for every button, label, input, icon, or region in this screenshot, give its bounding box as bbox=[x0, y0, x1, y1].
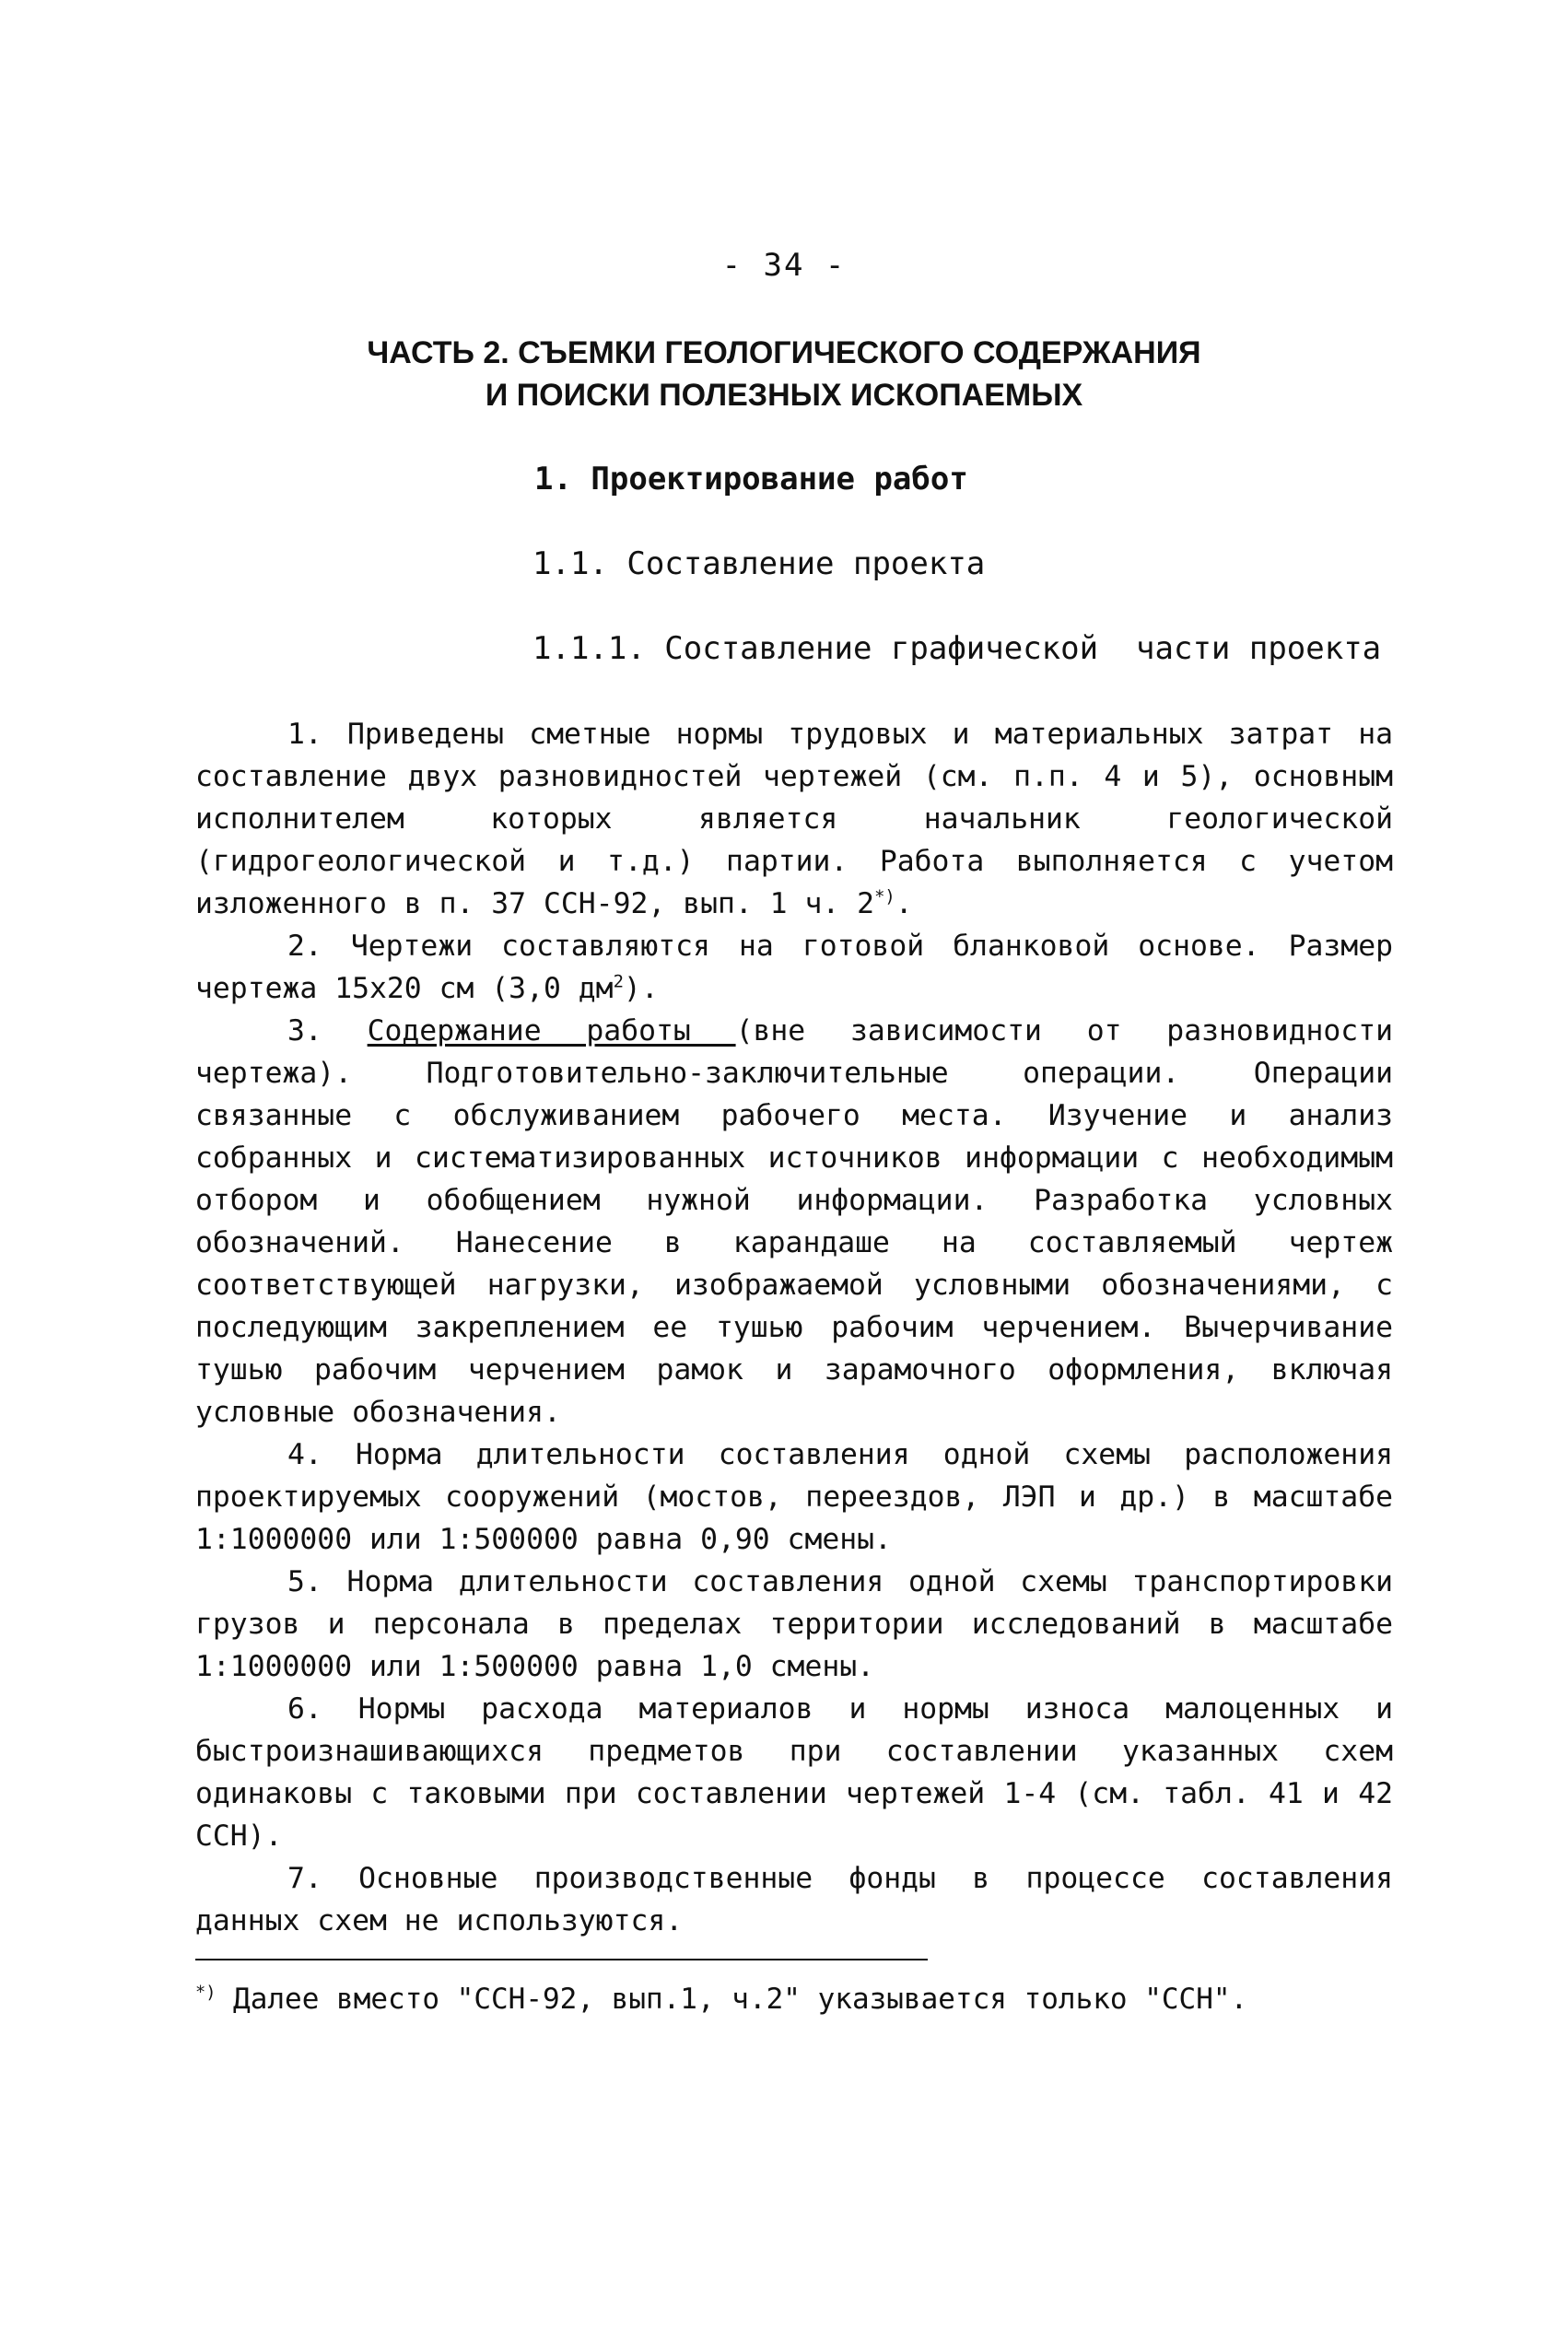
section-title: 1. Проектирование работ bbox=[534, 461, 968, 497]
part-title bbox=[0, 332, 1568, 416]
footnote bbox=[195, 1983, 1247, 2016]
paragraph-1 bbox=[195, 713, 1393, 925]
footnote-text: Далее вместо "ССН-92, вып.1, ч.2" указывается только "ССН". bbox=[216, 1983, 1248, 2016]
paragraph-1-footnote-ref: *) bbox=[874, 887, 895, 907]
paragraph-3-text: (вне зависимости от разновидности чертежа). Подготовительно-заключительные операции. Операции связанные с обслуживанием рабочего места. Изучение и анализ собранных и систематизированных источников информации с необходимым отбором и обобщением нужной информации. Разработка условных обозначений. Нанесение в карандаше на составляемый чертеж соответствующей нагрузки, изображаемой условными обозначениями, с последующим закреплением ее тушью рабочим черчением. Вычерчивание тушью рабочим черчением рамок и зарамочного оформления, включая условные обозначения. bbox=[195, 1014, 1393, 1429]
paragraph-1-end: . bbox=[895, 887, 913, 920]
paragraph-3 bbox=[195, 1010, 1393, 1434]
part-title-line-1: ЧАСТЬ 2. СЪЕМКИ ГЕОЛОГИЧЕСКОГО СОДЕРЖАНИЯ bbox=[367, 335, 1201, 370]
paragraph-6: 6. Нормы расхода материалов и нормы износа малоценных и быстроизнашивающихся предметов при составлении указанных схем одинаковы с таковыми при составлении чертежей 1-4 (см. табл. 41 и 42 ССН). bbox=[195, 1692, 1393, 1853]
subsubsection-title: 1.1.1. Составление графической части проекта bbox=[532, 630, 1382, 667]
body-text bbox=[195, 713, 1393, 1942]
footnote-marker: *) bbox=[195, 1983, 216, 2003]
paragraph-4: 4. Норма длительности составления одной схемы расположения проектируемых сооружений (мостов, переездов, ЛЭП и др.) в масштабе 1:1000000 или 1:500000 равна 0,90 смены. bbox=[195, 1438, 1393, 1556]
footnote-divider bbox=[195, 1959, 928, 1960]
paragraph-3-heading: Содержание работы bbox=[367, 1014, 736, 1047]
subsection-title: 1.1. Составление проекта bbox=[532, 545, 986, 582]
paragraph-2-end: ). bbox=[623, 972, 659, 1005]
page-number: - 34 - bbox=[721, 247, 847, 284]
paragraph-2 bbox=[195, 925, 1393, 1010]
paragraph-5: 5. Норма длительности составления одной схемы транспортировки грузов и персонала в пределах территории исследований в масштабе 1:1000000 или 1:500000 равна 1,0 смены. bbox=[195, 1565, 1393, 1683]
paragraph-1-text: 1. Приведены сметные нормы трудовых и материальных затрат на составление двух разновидностей чертежей (см. п.п. 4 и 5), основным исполнителем которых является начальник геологической (гидрогеологической и т.д.) партии. Работа выполняется с учетом изложенного в п. 37 ССН-92, вып. 1 ч. 2 bbox=[195, 718, 1393, 920]
paragraph-2-superscript: 2 bbox=[613, 972, 624, 992]
paragraph-3-number: 3. bbox=[287, 1014, 368, 1047]
paragraph-2-text: 2. Чертежи составляются на готовой бланковой основе. Размер чертежа 15х20 см (3,0 дм bbox=[195, 930, 1393, 1005]
part-title-line-2: И ПОИСКИ ПОЛЕЗНЫХ ИСКОПАЕМЫХ bbox=[485, 378, 1083, 413]
paragraph-7: 7. Основные производственные фонды в процессе составления данных схем не используются. bbox=[195, 1862, 1393, 1937]
